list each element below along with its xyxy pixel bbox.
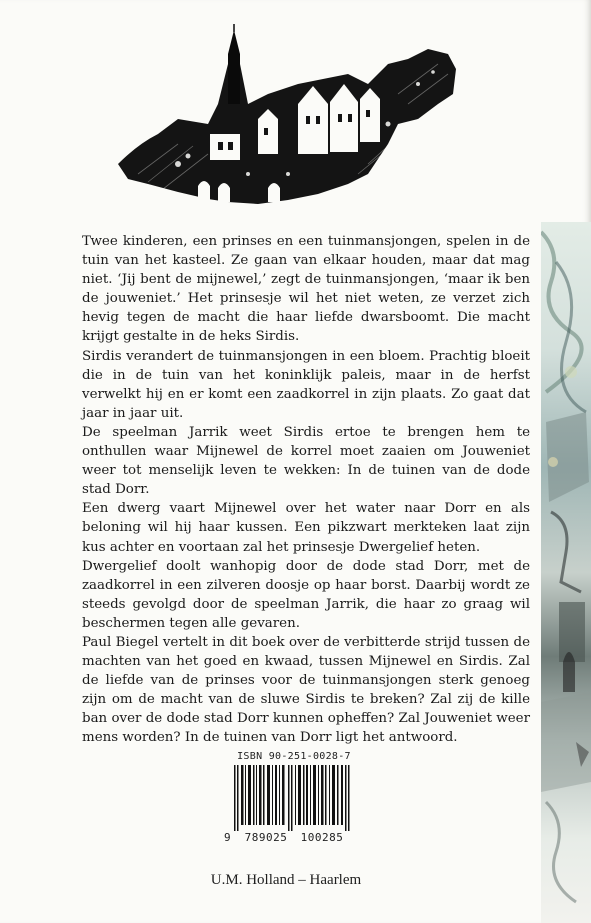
ean-digits [224,831,364,844]
blurb-paragraph: Paul Biegel vertelt in dit boek over de verbitterde strijd tussen de machten van het goed en kwaad, tussen Mijnewel en Sirdis. Zal de liefde van de prinses voor de tuinmansjongen sterk genoeg zijn om de macht van de sluwe Sirdis te breken? Zal zij de kille ban over de dode stad Dorr kunnen opheffen? Zal Jouweniet weer mens worden? In de tuinen van Dorr ligt het antwoord. [82,634,530,746]
blurb-text [82,232,530,748]
isbn-barcode [224,751,364,846]
blurb-paragraph: Een dwerg vaart Mijnewel over het water naar Dorr en als beloning wil hij haar kussen. Een pikzwart merkteken laat zijn kus achter en voortaan zal het prinsesje Dwergelief heten. [82,501,530,555]
ean-right-digits: 100285 [300,831,344,844]
blurb-paragraph: De speelman Jarrik weet Sirdis ertoe te brengen hem te onthullen waar Mijnewel de korrel moet zaaien om Jouweniet weer tot menselijk leven te wekken: In de tuinen van de dode stad Dorr. [82,424,530,498]
barcode-bars-icon [232,765,352,831]
blurb-paragraph: Dwergelief doolt wanhopig door de dode stad Dorr, met de zaadkorrel in een zilveren doosje op haar borst. Daarbij wordt ze steeds gevolgd door de speelman Jarrik, die haar zo graag wil beschermen tegen alle gevaren. [82,558,530,631]
blurb-paragraph: Sirdis verandert de tuinmansjongen in een bloem. Prachtig bloeit die in de tuin van het koninklijk paleis, maar in de herfst verwelkt hij en er komt een zaadkorrel in zijn plaats. Zo gaat dat jaar in jaar uit. [82,348,530,421]
publisher-name: U.M. Holland – Haarlem [210,872,362,888]
blurb-paragraph: Twee kinderen, een prinses en een tuinmansjongen, spelen in de tuin van het kasteel. Ze gaan van elkaar houden, maar dat mag niet. ‘Jij bent de mijnewel,’ zegt de tuinmansjongen, ‘maar ik ben de jouweniet.’ Het prinsesje wil het niet weten, ze verzet zich hevig tegen de macht die haar liefde dwarsboomt. Die macht krijgt gestalte in de heks Sirdis. [82,234,530,345]
side-artwork-strip [541,222,591,923]
painted-artwork-icon [541,222,591,923]
castle-town-illustration-icon [118,24,458,212]
ean-left-digits: 789025 [244,831,288,844]
isbn-label: ISBN 90-251-0028-7 [237,751,351,762]
ean-first-digit: 9 [224,831,232,844]
